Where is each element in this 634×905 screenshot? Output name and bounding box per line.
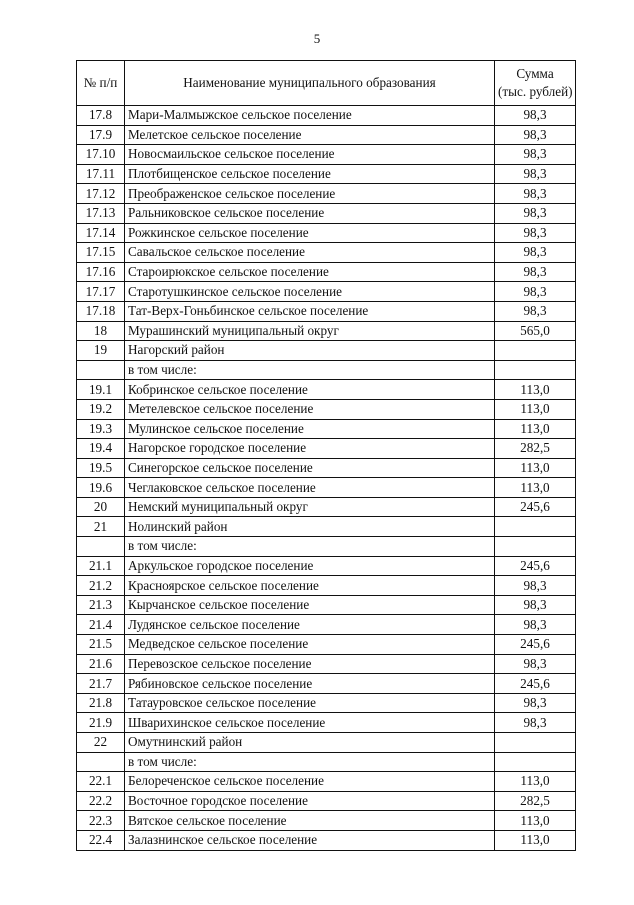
header-sum-title: Сумма <box>516 66 554 81</box>
row-sum: 113,0 <box>495 811 576 831</box>
row-number: 17.12 <box>77 184 125 204</box>
table-row <box>77 125 576 145</box>
table-row <box>77 811 576 831</box>
table-row <box>77 399 576 419</box>
row-number: 21.5 <box>77 635 125 655</box>
row-sum <box>495 733 576 753</box>
row-sum <box>495 752 576 772</box>
table-row <box>77 164 576 184</box>
table-row <box>77 537 576 557</box>
row-sum: 113,0 <box>495 772 576 792</box>
row-sum: 282,5 <box>495 439 576 459</box>
row-number: 17.18 <box>77 301 125 321</box>
row-number: 17.13 <box>77 203 125 223</box>
row-name: Ральниковское сельское поселение <box>125 203 495 223</box>
table-row <box>77 243 576 263</box>
table-row <box>77 654 576 674</box>
row-sum: 113,0 <box>495 419 576 439</box>
table-row <box>77 693 576 713</box>
row-sum: 113,0 <box>495 399 576 419</box>
page-number: 5 <box>313 31 321 46</box>
row-name: в том числе: <box>125 752 495 772</box>
row-number: 22 <box>77 733 125 753</box>
table-row <box>77 674 576 694</box>
row-sum: 98,3 <box>495 595 576 615</box>
table-row <box>77 145 576 165</box>
table-row <box>77 262 576 282</box>
row-sum: 98,3 <box>495 223 576 243</box>
row-number: 21.1 <box>77 556 125 576</box>
row-sum: 282,5 <box>495 791 576 811</box>
row-sum <box>495 341 576 361</box>
row-sum: 98,3 <box>495 262 576 282</box>
row-number: 21.3 <box>77 595 125 615</box>
row-name: Преображенское сельское поселение <box>125 184 495 204</box>
table-header <box>77 61 576 106</box>
row-sum: 113,0 <box>495 830 576 850</box>
row-name: Кырчанское сельское поселение <box>125 595 495 615</box>
table-row <box>77 713 576 733</box>
row-number: 19 <box>77 341 125 361</box>
row-name: Перевозское сельское поселение <box>125 654 495 674</box>
row-number: 19.6 <box>77 478 125 498</box>
row-sum: 113,0 <box>495 458 576 478</box>
row-name: Новосмаильское сельское поселение <box>125 145 495 165</box>
row-sum: 98,3 <box>495 106 576 126</box>
table-row <box>77 439 576 459</box>
row-number: 20 <box>77 497 125 517</box>
table-row <box>77 282 576 302</box>
row-number: 19.2 <box>77 399 125 419</box>
row-number: 19.3 <box>77 419 125 439</box>
row-number: 21.6 <box>77 654 125 674</box>
table-row <box>77 419 576 439</box>
table-row <box>77 341 576 361</box>
row-name: Староирюкское сельское поселение <box>125 262 495 282</box>
row-sum <box>495 517 576 537</box>
row-number: 17.16 <box>77 262 125 282</box>
table-row <box>77 595 576 615</box>
row-number: 22.4 <box>77 830 125 850</box>
row-sum <box>495 360 576 380</box>
table-row <box>77 458 576 478</box>
row-sum: 98,3 <box>495 243 576 263</box>
row-sum: 98,3 <box>495 693 576 713</box>
row-number: 17.17 <box>77 282 125 302</box>
row-sum: 98,3 <box>495 654 576 674</box>
row-name: Омутнинский район <box>125 733 495 753</box>
row-number <box>77 360 125 380</box>
municipal-funds-table <box>76 60 576 851</box>
row-number: 21.8 <box>77 693 125 713</box>
row-number: 21.2 <box>77 576 125 596</box>
table-row <box>77 556 576 576</box>
row-sum: 565,0 <box>495 321 576 341</box>
row-number: 21.4 <box>77 615 125 635</box>
row-name: Синегорское сельское поселение <box>125 458 495 478</box>
table-row <box>77 360 576 380</box>
row-sum: 98,3 <box>495 301 576 321</box>
table-row <box>77 478 576 498</box>
table-row <box>77 733 576 753</box>
row-number: 17.8 <box>77 106 125 126</box>
row-name: Савальское сельское поселение <box>125 243 495 263</box>
row-name: Мурашинский муниципальный округ <box>125 321 495 341</box>
row-name: Немский муниципальный округ <box>125 497 495 517</box>
table-row <box>77 830 576 850</box>
row-number: 17.10 <box>77 145 125 165</box>
row-name: Татауровское сельское поселение <box>125 693 495 713</box>
table-row <box>77 203 576 223</box>
row-name: Метелевское сельское поселение <box>125 399 495 419</box>
row-sum <box>495 537 576 557</box>
row-number: 21.7 <box>77 674 125 694</box>
row-number: 19.4 <box>77 439 125 459</box>
table-row <box>77 184 576 204</box>
table-row <box>77 380 576 400</box>
table-row <box>77 635 576 655</box>
table-row <box>77 772 576 792</box>
row-name: Мулинское сельское поселение <box>125 419 495 439</box>
table-row <box>77 576 576 596</box>
row-name: Плотбищенское сельское поселение <box>125 164 495 184</box>
row-number: 17.14 <box>77 223 125 243</box>
header-sum-unit: (тыс. рублей) <box>498 84 573 99</box>
table-row <box>77 517 576 537</box>
row-name: Чеглаковское сельское поселение <box>125 478 495 498</box>
row-name: Восточное городское поселение <box>125 791 495 811</box>
row-name: Мелетское сельское поселение <box>125 125 495 145</box>
header-number: № п/п <box>77 61 125 106</box>
row-number: 21.9 <box>77 713 125 733</box>
row-name: Нагорское городское поселение <box>125 439 495 459</box>
row-name: Мари-Малмыжское сельское поселение <box>125 106 495 126</box>
row-name: Белореченское сельское поселение <box>125 772 495 792</box>
row-number: 19.5 <box>77 458 125 478</box>
table-row <box>77 301 576 321</box>
row-number: 17.9 <box>77 125 125 145</box>
row-sum: 98,3 <box>495 615 576 635</box>
table-row <box>77 752 576 772</box>
row-sum: 113,0 <box>495 380 576 400</box>
row-name: Старотушкинское сельское поселение <box>125 282 495 302</box>
row-number: 17.11 <box>77 164 125 184</box>
header-sum <box>495 61 576 106</box>
row-name: Лудянское сельское поселение <box>125 615 495 635</box>
table-row <box>77 321 576 341</box>
row-number: 19.1 <box>77 380 125 400</box>
row-sum: 98,3 <box>495 713 576 733</box>
row-number: 21 <box>77 517 125 537</box>
header-row <box>77 61 576 106</box>
row-name: Медведское сельское поселение <box>125 635 495 655</box>
row-sum: 98,3 <box>495 164 576 184</box>
row-sum: 98,3 <box>495 184 576 204</box>
header-name: Наименование муниципального образования <box>125 61 495 106</box>
row-sum: 245,6 <box>495 635 576 655</box>
table-row <box>77 497 576 517</box>
row-number: 17.15 <box>77 243 125 263</box>
table-row <box>77 223 576 243</box>
row-sum: 98,3 <box>495 203 576 223</box>
row-number <box>77 537 125 557</box>
row-sum: 98,3 <box>495 576 576 596</box>
row-sum: 98,3 <box>495 125 576 145</box>
row-name: Рожкинское сельское поселение <box>125 223 495 243</box>
row-sum: 245,6 <box>495 497 576 517</box>
row-number <box>77 752 125 772</box>
row-name: Залазнинское сельское поселение <box>125 830 495 850</box>
row-name: Аркульское городское поселение <box>125 556 495 576</box>
row-name: в том числе: <box>125 360 495 380</box>
row-number: 22.1 <box>77 772 125 792</box>
row-name: Шварихинское сельское поселение <box>125 713 495 733</box>
table-row <box>77 615 576 635</box>
table-body <box>77 106 576 851</box>
row-number: 18 <box>77 321 125 341</box>
row-sum: 98,3 <box>495 145 576 165</box>
table-row <box>77 106 576 126</box>
row-name: Тат-Верх-Гоньбинское сельское поселение <box>125 301 495 321</box>
row-name: в том числе: <box>125 537 495 557</box>
row-name: Нагорский район <box>125 341 495 361</box>
row-sum: 245,6 <box>495 674 576 694</box>
row-number: 22.2 <box>77 791 125 811</box>
row-name: Вятское сельское поселение <box>125 811 495 831</box>
row-sum: 113,0 <box>495 478 576 498</box>
row-name: Кобринское сельское поселение <box>125 380 495 400</box>
table-row <box>77 791 576 811</box>
row-name: Нолинский район <box>125 517 495 537</box>
row-sum: 245,6 <box>495 556 576 576</box>
row-number: 22.3 <box>77 811 125 831</box>
row-sum: 98,3 <box>495 282 576 302</box>
row-name: Рябиновское сельское поселение <box>125 674 495 694</box>
row-name: Красноярское сельское поселение <box>125 576 495 596</box>
